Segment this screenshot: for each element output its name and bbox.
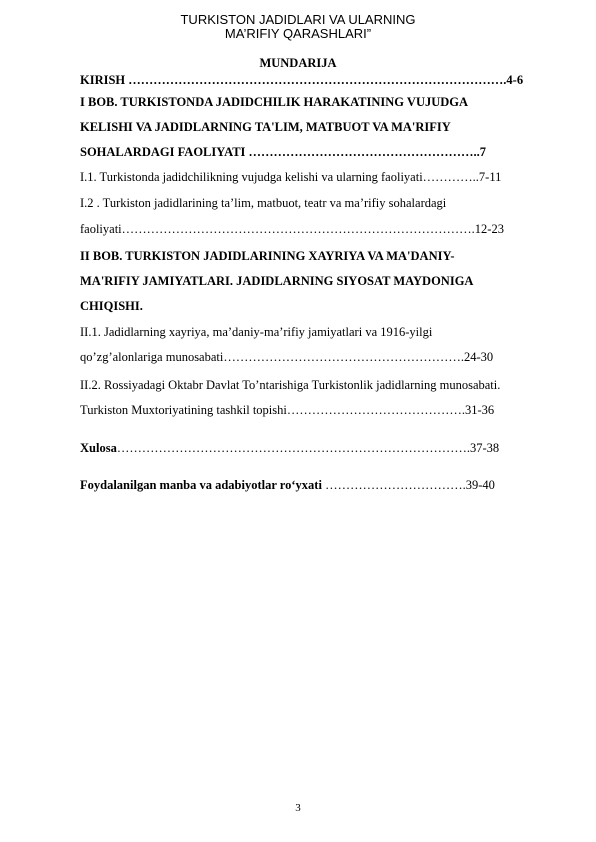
toc-section-2-2-line-1: II.2. Rossiyadagi Oktabr Davlat To’ntarishiga Turkistonlik jadidlarning munosabati. <box>80 378 501 392</box>
toc-section-1-2-line-2: faoliyati………………………………………………………………………….12-23 <box>80 222 504 236</box>
toc-entry-references <box>80 478 495 493</box>
toc-references-label: Foydalanilgan manba va adabiyotlar ro‘yxati <box>80 478 322 492</box>
toc-chapter-1-line-1: I BOB. TURKISTONDA JADIDCHILIK HARAKATINING VUJUDGA <box>80 95 469 109</box>
toc-chapter-1-line-2: KELISHI VA JADIDLARNING TA'LIM, MATBUOT VA MA'RIFIY <box>80 120 451 134</box>
document-title-line-2: MA’RIFIY QARASHLARI” <box>224 26 372 41</box>
toc-entry-xulosa <box>80 441 499 456</box>
toc-chapter-2-line-3: CHIQISHI. <box>80 299 143 313</box>
toc-xulosa-label: Xulosa <box>80 441 117 455</box>
toc-section-1-1: I.1. Turkistonda jadidchilikning vujudga kelishi va ularning faoliyati…………..7-11 <box>80 170 502 184</box>
toc-section-2-1-line-1: II.1. Jadidlarning xayriya, ma’daniy-ma’rifiy jamiyatlari va 1916-yilgi <box>80 325 433 339</box>
toc-chapter-1-line-3: SOHALARDAGI FAOLIYATI ………………………………………………..7 <box>80 145 487 159</box>
toc-chapter-2-line-1: II BOB. TURKISTON JADIDLARINING XAYRIYA VA MA'DANIY- <box>80 249 455 263</box>
toc-section-1-2-line-1: I.2 . Turkiston jadidlarining ta’lim, matbuot, teatr va ma’rifiy sohalardagi <box>80 196 447 210</box>
toc-section-2-2-line-2: Turkiston Muxtoriyatining tashkil topishi…………………………………….31-36 <box>80 403 495 417</box>
toc-section-2-1-line-2: qo’zg’alonlariga munosabati………………………………………………….24-30 <box>80 350 494 364</box>
page-number: 3 <box>295 802 301 814</box>
toc-references-leader: …………………………….39-40 <box>321 478 495 492</box>
toc-xulosa-leader: ………………………………………………………………………….37-38 <box>116 441 500 455</box>
toc-entry-kirish: KIRISH ……………………………………………………………………………….4-6 <box>80 73 524 87</box>
toc-chapter-2-line-2: MA'RIFIY JAMIYATLARI. JADIDLARNING SIYOSAT MAYDONIGA <box>80 274 474 288</box>
document-title-line-1: TURKISTON JADIDLARI VA ULARNING <box>180 12 416 27</box>
toc-heading: MUNDARIJA <box>259 56 337 70</box>
